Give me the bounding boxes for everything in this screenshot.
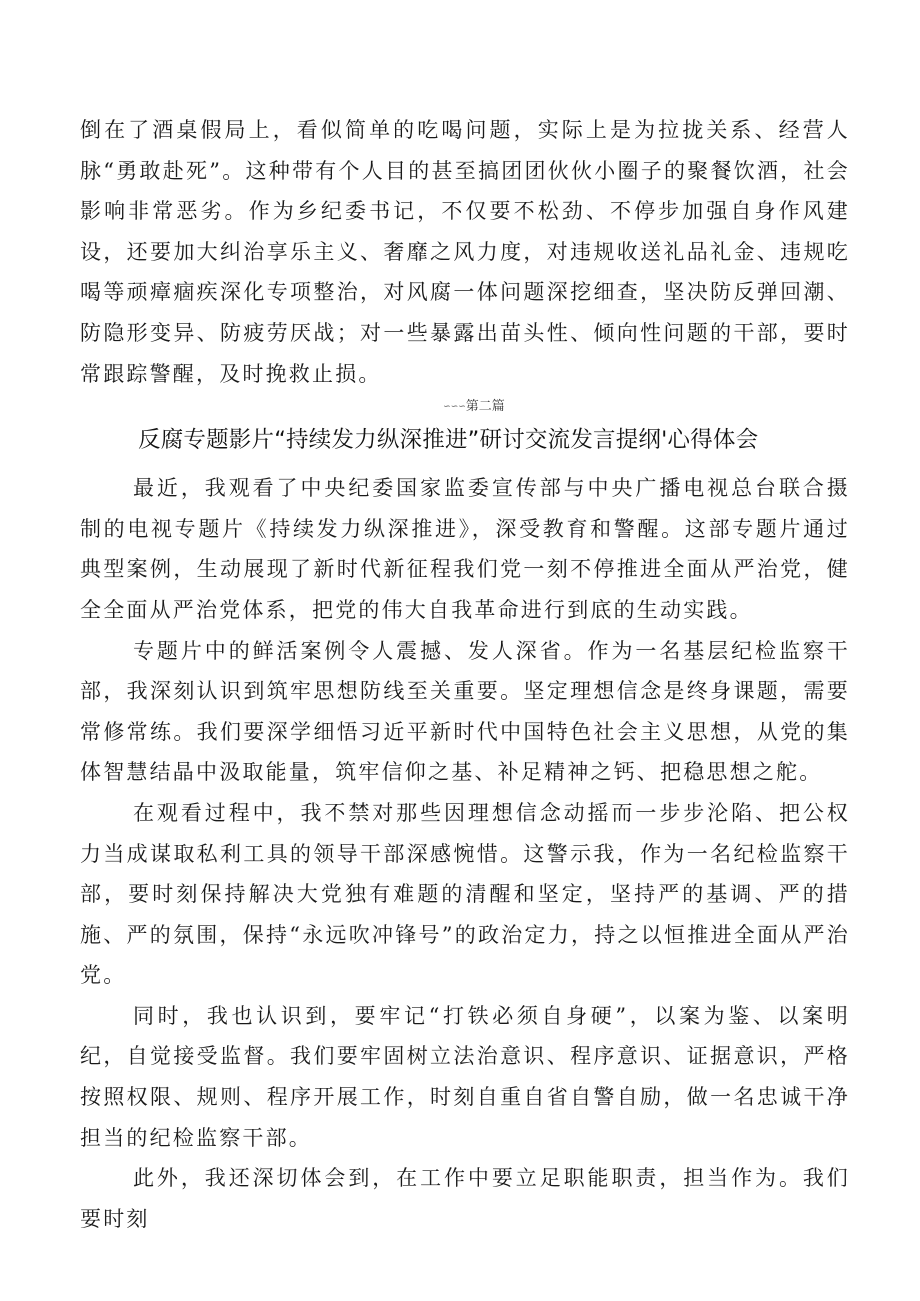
body-paragraph-2: 专题片中的鲜活案例令人震撼、发人深省。作为一名基层纪检监察干部，我深刻认识到筑牢思想防线至关重要。坚定理想信念是终身课题，需要常修常练。我们要深学细悟习近平新时代中国特色社会主义思想，从党的集体智慧结晶中汲取能量，筑牢信仰之基、补足精神之钙、把稳思想之舵。	[80, 638, 850, 785]
article-title: 反腐专题影片“持续发力纵深推进”研讨交流发言提纲'心得体会	[138, 427, 759, 454]
section-marker	[80, 396, 850, 418]
document-page	[80, 110, 850, 1239]
section-marker-decoration: ∽∽∽	[443, 402, 466, 413]
section-marker-label: 第二篇	[465, 399, 505, 415]
continued-paragraph: 倒在了酒桌假局上，看似简单的吃喝问题，实际上是为拉拢关系、经营人脉“勇敢赴死”。这种带有个人目的甚至搞团团伙伙小圈子的聚餐饮酒，社会影响非常恶劣。作为乡纪委书记，不仅要不松劲、不停步加强自身作风建设，还要加大纠治享乐主义、奢靡之风力度，对违规收送礼品礼金、违规吃喝等顽瘴痼疾深化专项整治，对风腐一体问题深挖细查，坚决防反弹回潮、防隐形变异、防疲劳厌战；对一些暴露出苗头性、倾向性问题的干部，要时常跟踪警醒，及时挽救止损。	[80, 118, 850, 386]
body-paragraph-3: 在观看过程中，我不禁对那些因理想信念动摇而一步步沦陷、把公权力当成谋取私利工具的领导干部深感惋惜。这警示我，作为一名纪检监察干部，要时刻保持解决大党独有难题的清醒和坚定，坚持严的基调、严的措施、严的氛围，保持“永远吹冲锋号”的政治定力，持之以恒推进全面从严治党。	[80, 800, 850, 988]
body-paragraph-1: 最近，我观看了中央纪委国家监委宣传部与中央广播电视总台联合摄制的电视专题片《持续发力纵深推进》，深受教育和警醒。这部专题片通过典型案例，生动展现了新时代新征程我们党一刻不停推进全面从严治党，健全全面从严治党体系，把党的伟大自我革命进行到底的生动实践。	[80, 476, 850, 622]
body-paragraph-5: 此外，我还深切体会到，在工作中要立足职能职责，担当作为。我们要时刻	[80, 1166, 850, 1231]
body-paragraph-4: 同时，我也认识到，要牢记“打铁必须自身硬”，以案为鉴、以案明纪，自觉接受监督。我们要牢固树立法治意识、程序意识、证据意识，严格按照权限、规则、程序开展工作，时刻自重自省自警自励，做一名忠诚干净担当的纪检监察干部。	[80, 1003, 850, 1150]
